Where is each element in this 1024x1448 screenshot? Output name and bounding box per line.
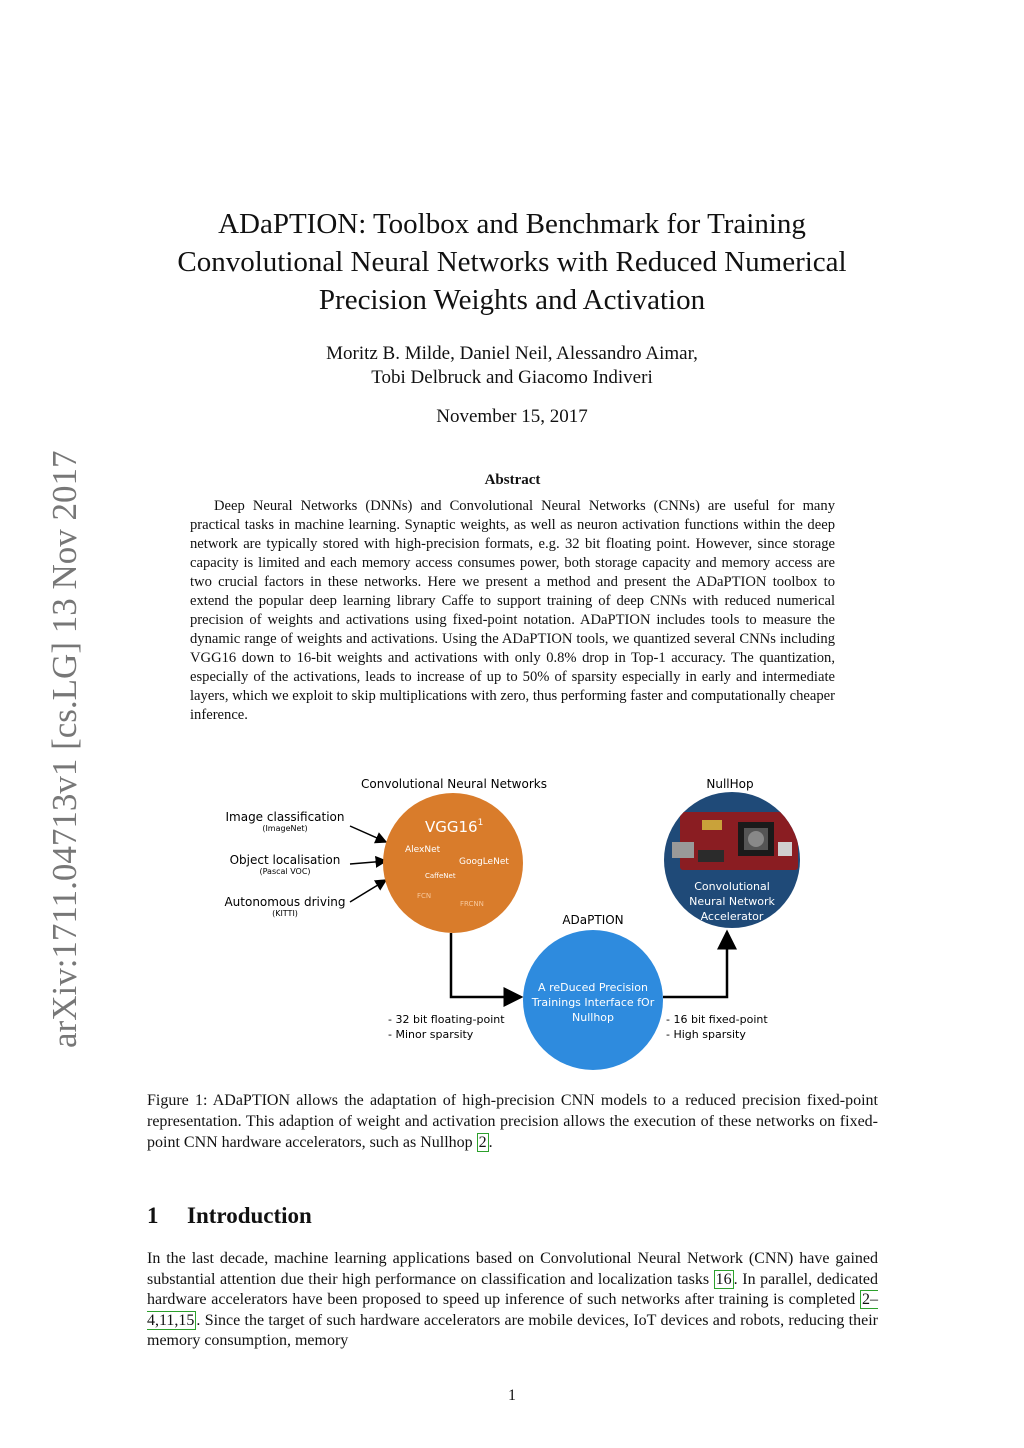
task-object-localisation: Object localisation <box>229 853 341 867</box>
accelerator-line-3: Accelerator <box>700 910 764 923</box>
network-frcnn: FRCNN <box>460 900 484 908</box>
page-number: 1 <box>508 1387 516 1404</box>
caption-end: . <box>488 1134 493 1151</box>
caption-text: Figure 1: ADaPTION allows the adaptation of high-precision CNN models to a reduced precision fixed-point representation. This adaption of weight and activation precision allows the execution of these networks on fixed-point CNN hardware accelerators, such as Nullhop <box>147 1092 878 1151</box>
adaption-line-3: Nullhop <box>572 1011 614 1024</box>
network-fcn: FCN <box>417 892 432 900</box>
nullhop-board-image <box>672 812 798 870</box>
section-title: Introduction <box>187 1203 312 1228</box>
adaption-title: ADaPTION <box>562 913 624 927</box>
adaption-line-2: Trainings Interface fOr <box>531 996 655 1009</box>
intro-text-2: . In parallel, dedicated hardware accelerators have been proposed to speed up inference of such networks after training is completed <box>147 1270 879 1308</box>
left-note-2: - Minor sparsity <box>388 1028 474 1041</box>
network-alexnet: AlexNet <box>405 845 441 855</box>
network-caffenet: CaffeNet <box>425 872 456 880</box>
nullhop-title: NullHop <box>706 777 754 791</box>
section-heading <box>147 1203 312 1229</box>
dataset-kitti: (KITTI) <box>272 909 298 918</box>
network-googlenet: GoogLeNet <box>459 857 509 867</box>
arrow-adaption-to-nullhop <box>663 932 727 997</box>
authors-line-2: Tobi Delbruck and Giacomo Indiveri <box>371 367 653 388</box>
arrow-driving <box>350 880 386 902</box>
accelerator-line-1: Convolutional <box>694 880 770 893</box>
figure-diagram <box>210 770 830 1080</box>
citation-link[interactable]: 16 <box>715 1270 732 1288</box>
right-note-2: - High sparsity <box>666 1028 746 1041</box>
accelerator-line-2: Neural Network <box>689 895 775 908</box>
cnn-title: Convolutional Neural Networks <box>361 777 547 791</box>
authors-line-1: Moritz B. Milde, Daniel Neil, Alessandro Aimar, <box>326 343 698 364</box>
arrow-localisation <box>350 861 386 864</box>
section-body <box>147 1249 878 1352</box>
task-autonomous-driving: Autonomous driving <box>224 895 346 909</box>
citation-link[interactable]: 2 <box>478 1134 487 1151</box>
authors <box>150 342 874 390</box>
abstract-body: Deep Neural Networks (DNNs) and Convolutional Neural Networks (CNNs) are useful for many practical tasks in machine learning. Synaptic weights, as well as neuron activation functions within the deep network are typically stored with high-precision formats, e.g. 32 bit floating point. However, since storage capacity is limited and each memory access consumes power, both storage capacity and memory access are two crucial factors in these networks. Here we present a method and present the ADaPTION toolbox to extend the popular deep learning library Caffe to support training of deep CNNs with reduced numerical precision of weights and activations using fixed-point notation. ADaPTION includes tools to measure the dynamic range of weights and activations. Using the ADaPTION tools, we quantized several CNNs including VGG16 down to 16-bit weights and activations with only 0.8% drop in Top-1 accuracy. The quantization, especially of the activations, leads to increase of up to 50% of sparsity especially in early and intermediate layers, which we exploit to skip multiplications with zero, thus performing faster and computationally cheaper inference. <box>190 498 835 723</box>
figure-caption <box>147 1090 878 1153</box>
intro-text-3: . Since the target of such hardware accelerators are mobile devices, IoT devices and robots, reducing their memory consumption, memory <box>147 1311 878 1349</box>
dataset-imagenet: (ImageNet) <box>262 824 308 833</box>
figure-1 <box>210 770 830 1080</box>
vgg16-label: $VGG16^1$ <box>425 818 484 836</box>
publication-date: November 15, 2017 <box>436 406 588 427</box>
citation-link[interactable]: 2–4,11,15 <box>147 1291 878 1329</box>
arxiv-identifier: arXiv:1711.04713v1 [cs.LG] 13 Nov 2017 <box>45 450 84 1048</box>
right-note-1: - 16 bit fixed-point <box>666 1013 768 1026</box>
arrow-classification <box>350 826 386 842</box>
left-note-1: - 32 bit floating-point <box>388 1013 505 1026</box>
intro-text-1: In the last decade, machine learning applications based on Convolutional Neural Network (CNN) have gained substantial attention due their high performance on classification and localization tasks <box>147 1250 878 1288</box>
adaption-line-1: A reDuced Precision <box>538 981 648 994</box>
abstract-heading: Abstract <box>484 472 541 488</box>
paper-title: ADaPTION: Toolbox and Benchmark for Training Convolutional Neural Networks with Reduced Numerical Precision Weights and Activation <box>177 208 847 316</box>
section-number: 1 <box>147 1203 159 1228</box>
dataset-pascal-voc: (Pascal VOC) <box>259 867 311 876</box>
task-image-classification: Image classification <box>225 810 345 824</box>
arrow-cnn-to-adaption <box>451 933 521 997</box>
